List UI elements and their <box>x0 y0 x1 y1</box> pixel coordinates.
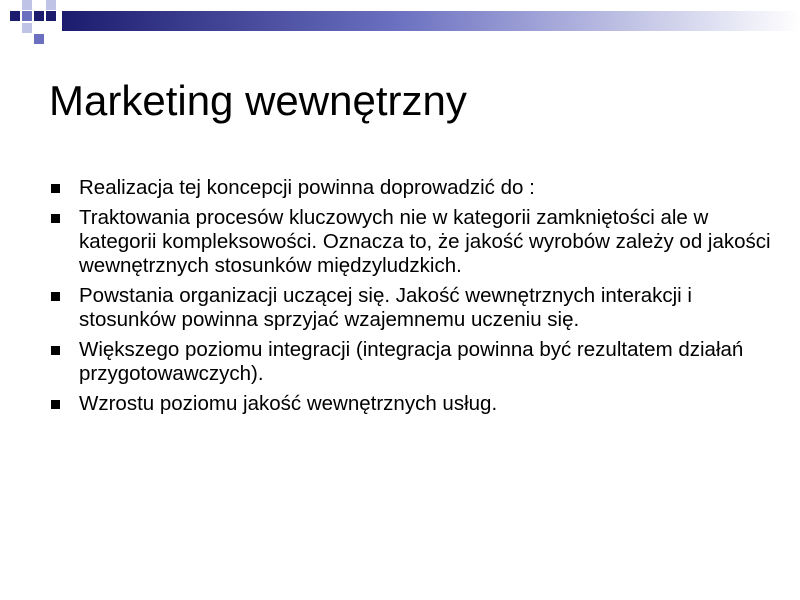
bullet-text: Realizacja tej koncepcji powinna doprowadzić do : <box>79 176 535 199</box>
bullet-text: Większego poziomu integracji (integracja powinna być rezultatem działań przygotowawczych). <box>79 338 744 385</box>
corner-square-navy <box>10 11 20 21</box>
bullet-text: Wzrostu poziomu jakość wewnętrznych usług. <box>79 392 498 415</box>
bullet-text: Powstania organizacji uczącej się. Jakość wewnętrznych interakcji i stosunków powinna sprzyjać wzajemnemu uczeniu się. <box>79 284 692 331</box>
square-bullet-icon <box>51 400 60 409</box>
slide-title: Marketing wewnętrzny <box>49 77 467 124</box>
corner-square-navy-3 <box>46 11 56 21</box>
bullet-text: Traktowania procesów kluczowych nie w kategorii zamkniętości ale w kategorii kompleksowości. Oznacza to, że jakość wyrobów zależy od jakości wewnętrznych stosunków międzyludzkich. <box>79 206 771 277</box>
square-bullet-icon <box>51 292 60 301</box>
header-gradient-bar <box>62 11 800 31</box>
corner-square-blue <box>22 11 32 21</box>
corner-square-lavender-2 <box>46 0 56 10</box>
bullet-item <box>51 338 771 386</box>
corner-square-lavender-3 <box>22 23 32 33</box>
square-bullet-icon <box>51 346 60 355</box>
square-bullet-icon <box>51 214 60 223</box>
bullet-item <box>51 206 771 278</box>
bullet-item <box>51 392 771 416</box>
bullet-list <box>51 176 771 422</box>
bullet-item <box>51 176 771 200</box>
square-bullet-icon <box>51 184 60 193</box>
corner-square-blue-2 <box>34 34 44 44</box>
corner-square-lavender <box>22 0 32 10</box>
bullet-item <box>51 284 771 332</box>
corner-square-navy-2 <box>34 11 44 21</box>
